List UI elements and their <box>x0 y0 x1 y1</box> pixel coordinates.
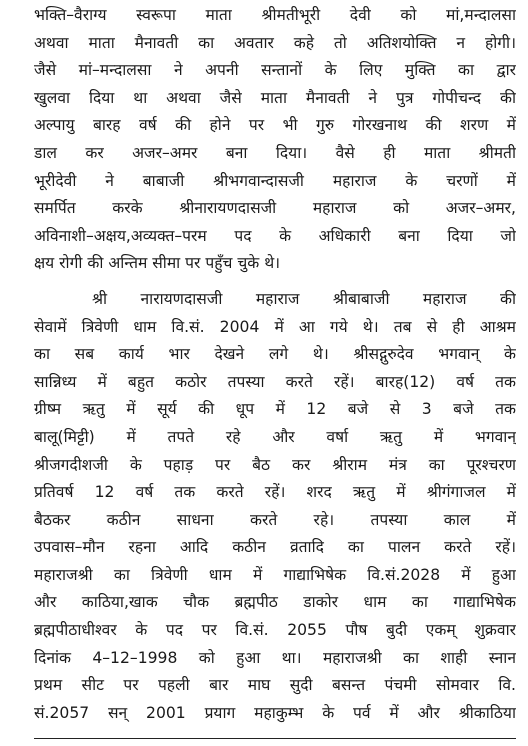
text-line: जैसे मां–मन्दालसा ने अपनी सन्तानों के लिए मुक्ति का द्वार <box>34 61 516 80</box>
text-line: डाल कर अजर–अमर बना दिया। वैसे ही माता श्रीमती <box>34 143 516 162</box>
text-line: सान्निध्य में बहुत कठोर तपस्या करते रहें। बारह(12) वर्ष तक <box>34 372 516 391</box>
text-line: अथवा माता मैनावती का अवतार कहे तो अतिशयोक्ति न होगी। <box>34 33 516 52</box>
text-line: बैठकर कठीन साधना करते रहे। तपस्या काल में <box>34 510 516 529</box>
paragraph-1 <box>34 2 516 278</box>
paragraph-2 <box>34 286 516 728</box>
text-line: का सब कार्य भार देखने लगे थे। श्रीसद्गुरुदेव भगवान् के <box>34 345 516 364</box>
text-line: ब्रह्मपीठाधीश्वर के पद पर वि.सं. 2055 पौष बुदी एकम् शुक्रवार <box>34 621 516 640</box>
text-line: सं.2057 सन् 2001 प्रयाग महाकुम्भ के पर्व में और श्रीकाठिया <box>34 703 516 722</box>
text-line: दिनांक 4–12–1998 को हुआ था। महाराजश्री का शाही स्नान <box>34 648 516 667</box>
text-line: खुलवा दिया था अथवा जैसे माता मैनावती ने पुत्र गोपीचन्द की <box>34 88 516 107</box>
text-line: श्रीजगदीशजी के पहाड़ पर बैठ कर श्रीराम मंत्र का पूरश्चरण <box>34 455 516 474</box>
text-line: क्षय रोगी की अन्तिम सीमा पर पहुँच चुके थे। <box>34 254 281 273</box>
text-line: प्रथम सीट पर पहली बार माघ सुदी बसन्त पंचमी सोमवार वि. <box>34 676 516 695</box>
text-line: उपवास–मौन रहना आदि कठीन व्रतादि का पालन करते रहें। <box>34 538 516 557</box>
text-line: भूरीदेवी ने बाबाजी श्रीभगवान्दासजी महाराज के चरणों में <box>34 171 516 190</box>
paragraph-gap <box>34 278 516 286</box>
text-line: महाराजश्री का त्रिवेणी धाम में गाद्याभिषेक वि.सं.2028 में हुआ <box>34 565 516 584</box>
text-line: भक्ति–वैराग्य स्वरूपा माता श्रीमतीभूरी देवी को मां,मन्दालसा <box>34 6 516 24</box>
body-text <box>34 2 516 727</box>
text-line: समर्पित करके श्रीनारायणदासजी महाराज को अजर–अमर, <box>34 199 516 218</box>
footer-rule <box>34 738 516 739</box>
text-line: प्रतिवर्ष 12 वर्ष तक करते रहें। शरद ऋतु में श्रीगंगाजल में <box>34 483 516 502</box>
text-line: और काठिया,खाक चौक ब्रह्मपीठ डाकोर धाम का गाद्याभिषेक <box>34 593 516 612</box>
text-line: ग्रीष्म ऋतु में सूर्य की धूप में 12 बजे से 3 बजे तक <box>34 400 516 419</box>
text-line: अल्पायु बारह वर्ष की होने पर भी गुरु गोरखनाथ की शरण में <box>34 116 516 135</box>
text-line: सेवामें त्रिवेणी धाम वि.सं. 2004 में आ गये थे। तब से ही आश्रम <box>34 317 516 336</box>
text-line: बालू(मिट्टी) में तपते रहे और वर्षा ऋतु में भगवान् <box>34 427 516 446</box>
text-line: श्री नारायणदासजी महाराज श्रीबाबाजी महाराज की <box>92 289 516 308</box>
text-line: अविनाशी–अक्षय,अव्यक्त–परम पद के अधिकारी बना दिया जो <box>34 226 516 245</box>
